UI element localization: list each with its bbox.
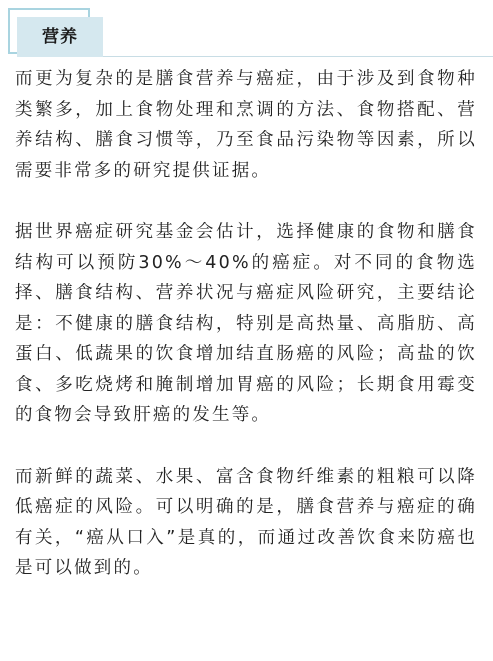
paragraph-1: 而更为复杂的是膳食营养与癌症，由于涉及到食物种类繁多，加上食物处理和烹调的方法、食物搭配、营养结构、膳食习惯等，乃至食品污染物等因素，所以需要非常多的研究提供证据。	[15, 69, 477, 181]
paragraph-2: 据世界癌症研究基金会估计，选择健康的食物和膳食结构可以预防30%～40%的癌症。对不同的食物选择、膳食结构、营养状况与癌症风险研究，主要结论是：不健康的膳食结构，特别是高热量、高脂肪、高蛋白、低蔬果的饮食增加结直肠癌的风险；高盐的饮食、多吃烧烤和腌制增加胃癌的风险；长期食用霉变的食物会导致肝癌的发生等。	[15, 222, 477, 425]
paragraph-3: 而新鲜的蔬菜、水果、富含食物纤维素的粗粮可以降低癌症的风险。可以明确的是，膳食营养与癌症的确有关，“癌从口入”是真的，而通过改善饮食来防癌也是可以做到的。	[15, 466, 477, 578]
article-body	[15, 64, 477, 584]
section-title: 营养	[42, 27, 78, 47]
paragraph-gap	[15, 431, 477, 462]
section-header	[0, 0, 493, 70]
header-divider	[103, 56, 493, 57]
paragraph-gap	[15, 186, 477, 217]
